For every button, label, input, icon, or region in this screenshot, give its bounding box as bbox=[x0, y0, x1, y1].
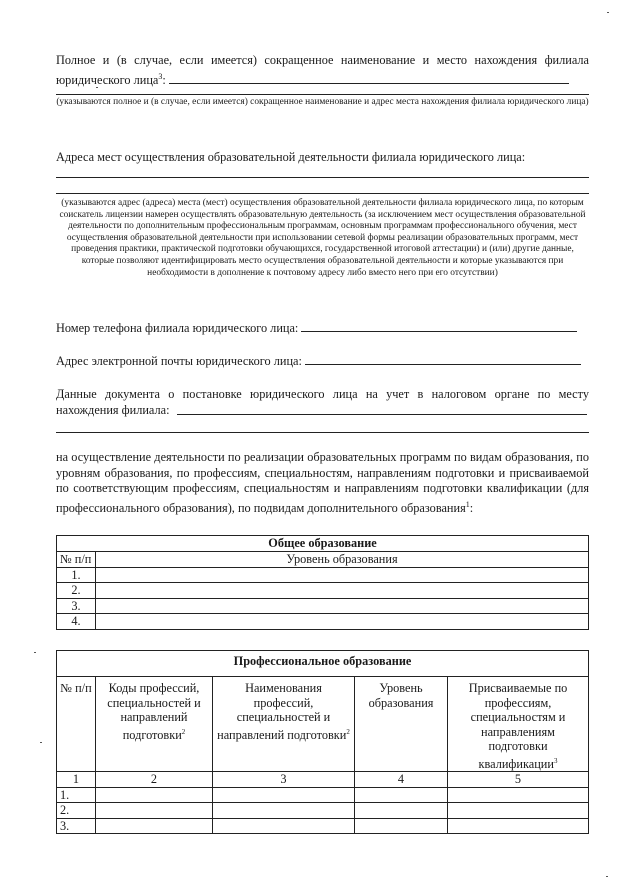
branch-addresses-note: (указываются адрес (адреса) места (мест) осуществления образовательной деятельности филиала юридического лица, по которым соискатель лицензии намерен осуществлять образовательную деятельность (за исключением мест осуществления образовательной деятельности по дополнительным профессиональным программам, основным программам профессионального обучения, мест осуществления образовательной деятельности при использовании сетевой формы реализации образовательных программ, мест проведения практики, практической подготовки обучающихся, государственной итоговой аттестации) и (или) другие данные, которые позволяют идентифицировать место осуществления образовательной деятельности и которые указываются при необходимости в дополнение к почтовому адресу либо вместо него при его отсутствии) bbox=[59, 198, 586, 278]
activity-paragraph bbox=[56, 450, 589, 516]
email-label: Адрес электронной почты юридического лица: bbox=[56, 354, 302, 368]
general-level-cell[interactable] bbox=[96, 614, 589, 630]
prof-names-cell[interactable] bbox=[213, 818, 355, 834]
header-text: Уровень образования bbox=[368, 681, 434, 710]
column-number: 1 bbox=[57, 772, 96, 788]
header-text: Коды профессий, специальностей и направлений подготовки bbox=[107, 681, 201, 742]
general-education-table bbox=[56, 535, 589, 630]
branch-addresses-line-1[interactable] bbox=[56, 177, 589, 178]
general-col-num-header: № п/п bbox=[57, 552, 96, 568]
scan-speck bbox=[607, 12, 609, 13]
general-level-cell[interactable] bbox=[96, 567, 589, 583]
table-row-num: 1. bbox=[57, 567, 96, 583]
footnote-mark: 2 bbox=[346, 727, 350, 736]
prof-col-names-header bbox=[213, 677, 355, 772]
activity-text: на осуществление деятельности по реализации образовательных программ по видам образования, по уровням образования, по профессиям, специальностям, направлениям подготовки и присваиваемой по соответствующим профессиям, специальностям и направлениям подготовки квалификации (для профессионального образования), по подвидам дополнительного образования bbox=[56, 450, 589, 515]
phone-label: Номер телефона филиала юридического лица: bbox=[56, 321, 299, 335]
column-number: 5 bbox=[448, 772, 589, 788]
prof-level-cell[interactable] bbox=[355, 787, 448, 803]
prof-level-cell[interactable] bbox=[355, 818, 448, 834]
table-row-num: 2. bbox=[57, 803, 96, 819]
prof-codes-cell[interactable] bbox=[96, 818, 213, 834]
branch-addresses-line-2[interactable] bbox=[56, 193, 589, 194]
column-number: 3 bbox=[213, 772, 355, 788]
branch-name-note: (указываются полное и (в случае, если имеется) сокращенное наименование и адрес места нахождения филиала юридического лица) bbox=[56, 97, 589, 107]
header-text: Наименования профессий, специальностей и направлений подготовки bbox=[217, 681, 347, 742]
table-row-num: 3. bbox=[57, 598, 96, 614]
branch-name-label-text: Полное и (в случае, если имеется) сокращенное наименование и место нахождения филиала юридического лица bbox=[56, 53, 589, 87]
footnote-mark: 1 bbox=[465, 499, 470, 509]
prof-level-cell[interactable] bbox=[355, 803, 448, 819]
prof-col-num-header bbox=[57, 677, 96, 772]
general-level-cell[interactable] bbox=[96, 583, 589, 599]
phone-row bbox=[56, 320, 589, 337]
colon: : bbox=[162, 72, 166, 87]
prof-qualification-cell[interactable] bbox=[448, 818, 589, 834]
tax-label: Данные документа о постановке юридического лица на учет в налоговом органе по месту нахождения филиала: bbox=[56, 387, 589, 417]
prof-codes-cell[interactable] bbox=[96, 787, 213, 803]
prof-codes-cell[interactable] bbox=[96, 803, 213, 819]
branch-addresses-label: Адреса мест осуществления образовательной деятельности филиала юридического лица: bbox=[56, 150, 526, 164]
tax-field-line-2[interactable] bbox=[56, 432, 589, 433]
prof-col-qualification-header bbox=[448, 677, 589, 772]
scan-speck bbox=[96, 87, 98, 88]
branch-name-line-2[interactable] bbox=[56, 94, 589, 95]
prof-names-cell[interactable] bbox=[213, 803, 355, 819]
table-row-num: 3. bbox=[57, 818, 96, 834]
footnote-mark: 3 bbox=[158, 71, 163, 81]
branch-name-field[interactable] bbox=[169, 72, 569, 84]
general-education-title: Общее образование bbox=[57, 536, 589, 552]
column-number: 2 bbox=[96, 772, 213, 788]
general-col-level-header: Уровень образования bbox=[96, 552, 589, 568]
colon: : bbox=[469, 500, 474, 515]
email-field[interactable] bbox=[305, 353, 581, 365]
table-row-num: 4. bbox=[57, 614, 96, 630]
footnote-mark: 3 bbox=[553, 756, 558, 765]
header-text: Присваиваемые по профессиям, специальностям и направлениям подготовки квалификации bbox=[468, 681, 568, 771]
column-number: 4 bbox=[355, 772, 448, 788]
email-row bbox=[56, 353, 589, 370]
scan-speck bbox=[34, 652, 36, 653]
footnote-mark: 2 bbox=[181, 727, 186, 736]
prof-names-cell[interactable] bbox=[213, 787, 355, 803]
prof-col-codes-header bbox=[96, 677, 213, 772]
header-text: № п/п bbox=[60, 681, 92, 695]
table-row-num: 1. bbox=[57, 787, 96, 803]
prof-qualification-cell[interactable] bbox=[448, 803, 589, 819]
prof-qualification-cell[interactable] bbox=[448, 787, 589, 803]
professional-education-title: Профессиональное образование bbox=[57, 651, 589, 677]
tax-field[interactable] bbox=[177, 414, 587, 415]
phone-field[interactable] bbox=[301, 320, 577, 332]
scan-speck bbox=[40, 742, 42, 743]
branch-name-label bbox=[56, 53, 589, 88]
table-row-num: 2. bbox=[57, 583, 96, 599]
general-level-cell[interactable] bbox=[96, 598, 589, 614]
professional-education-table bbox=[56, 650, 589, 834]
scan-speck bbox=[606, 876, 608, 877]
prof-col-level-header bbox=[355, 677, 448, 772]
